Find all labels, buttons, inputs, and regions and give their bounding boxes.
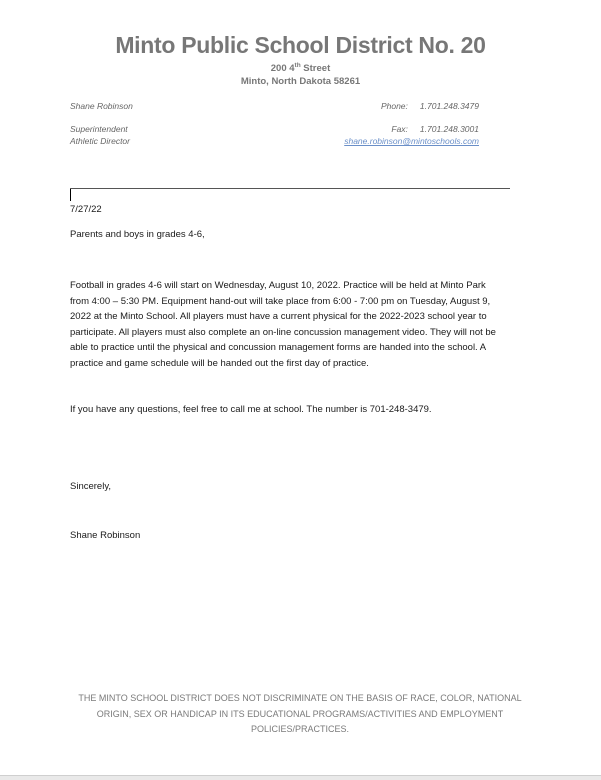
street-suffix: th: [294, 61, 301, 69]
fax-line: [391, 124, 479, 134]
footer-line: THE MINTO SCHOOL DISTRICT DOES NOT DISCRIMINATE ON THE BASIS OF RACE, COLOR, NATIONAL: [78, 693, 522, 703]
footer-line: ORIGIN, SEX OR HANDICAP IN ITS EDUCATIONAL PROGRAMS/ACTIVITIES AND EMPLOYMENT: [96, 708, 504, 719]
salutation: Parents and boys in grades 4-6,: [70, 229, 205, 240]
street-name: Street: [300, 63, 331, 74]
phone-label: Phone:: [380, 101, 408, 111]
role-athletic-director: Athletic Director: [70, 136, 130, 146]
paragraph-line: able to practice until the physical and concussion management forms are handed into the school. A: [70, 342, 487, 354]
paragraph-line: participate. All players must also complete an on-line concussion management video. They will not be: [70, 326, 496, 338]
body-paragraph: [70, 278, 525, 372]
footer-line: POLICIES/PRACTICES.: [250, 724, 350, 734]
street-address: [0, 63, 601, 74]
city-address: Minto, North Dakota 58261: [240, 76, 361, 87]
phone-number: 1.701.248.3479: [419, 101, 479, 111]
fax-number: 1.701.248.3001: [419, 124, 479, 134]
nondiscrimination-footer: [70, 691, 530, 738]
questions-line: If you have any questions, feel free to call me at school. The number is 701-248-3479.: [70, 404, 432, 415]
phone-line: [381, 101, 479, 111]
closing: Sincerely,: [70, 481, 112, 492]
header-divider: [70, 188, 510, 189]
paragraph-line: from 4:00 – 5:30 PM. Equipment hand-out will take place from 6:00 - 7:00 pm on Tuesday, August 9,: [70, 295, 491, 307]
signature-name: Shane Robinson: [70, 530, 141, 541]
district-title: Minto Public School District No. 20: [115, 32, 486, 58]
role-superintendent: Superintendent: [70, 124, 128, 134]
street-number: 200 4: [270, 63, 295, 74]
letter-date: 7/27/22: [70, 204, 102, 215]
text-cursor: [70, 189, 71, 201]
paragraph-line: Football in grades 4-6 will start on Wednesday, August 10, 2022. Practice will be held at Minto Park: [70, 280, 486, 291]
paragraph-line: practice and game schedule will be handed out the first day of practice.: [70, 357, 369, 369]
paragraph-line: 2022 at the Minto School. All players must have a current physical for the 2022-2023 school year to: [70, 311, 487, 323]
email-link[interactable]: shane.robinson@mintoschools.com: [344, 136, 479, 146]
sender-name: Shane Robinson: [70, 101, 133, 111]
fax-label: Fax:: [391, 124, 408, 134]
page-bottom-edge: [0, 775, 601, 780]
